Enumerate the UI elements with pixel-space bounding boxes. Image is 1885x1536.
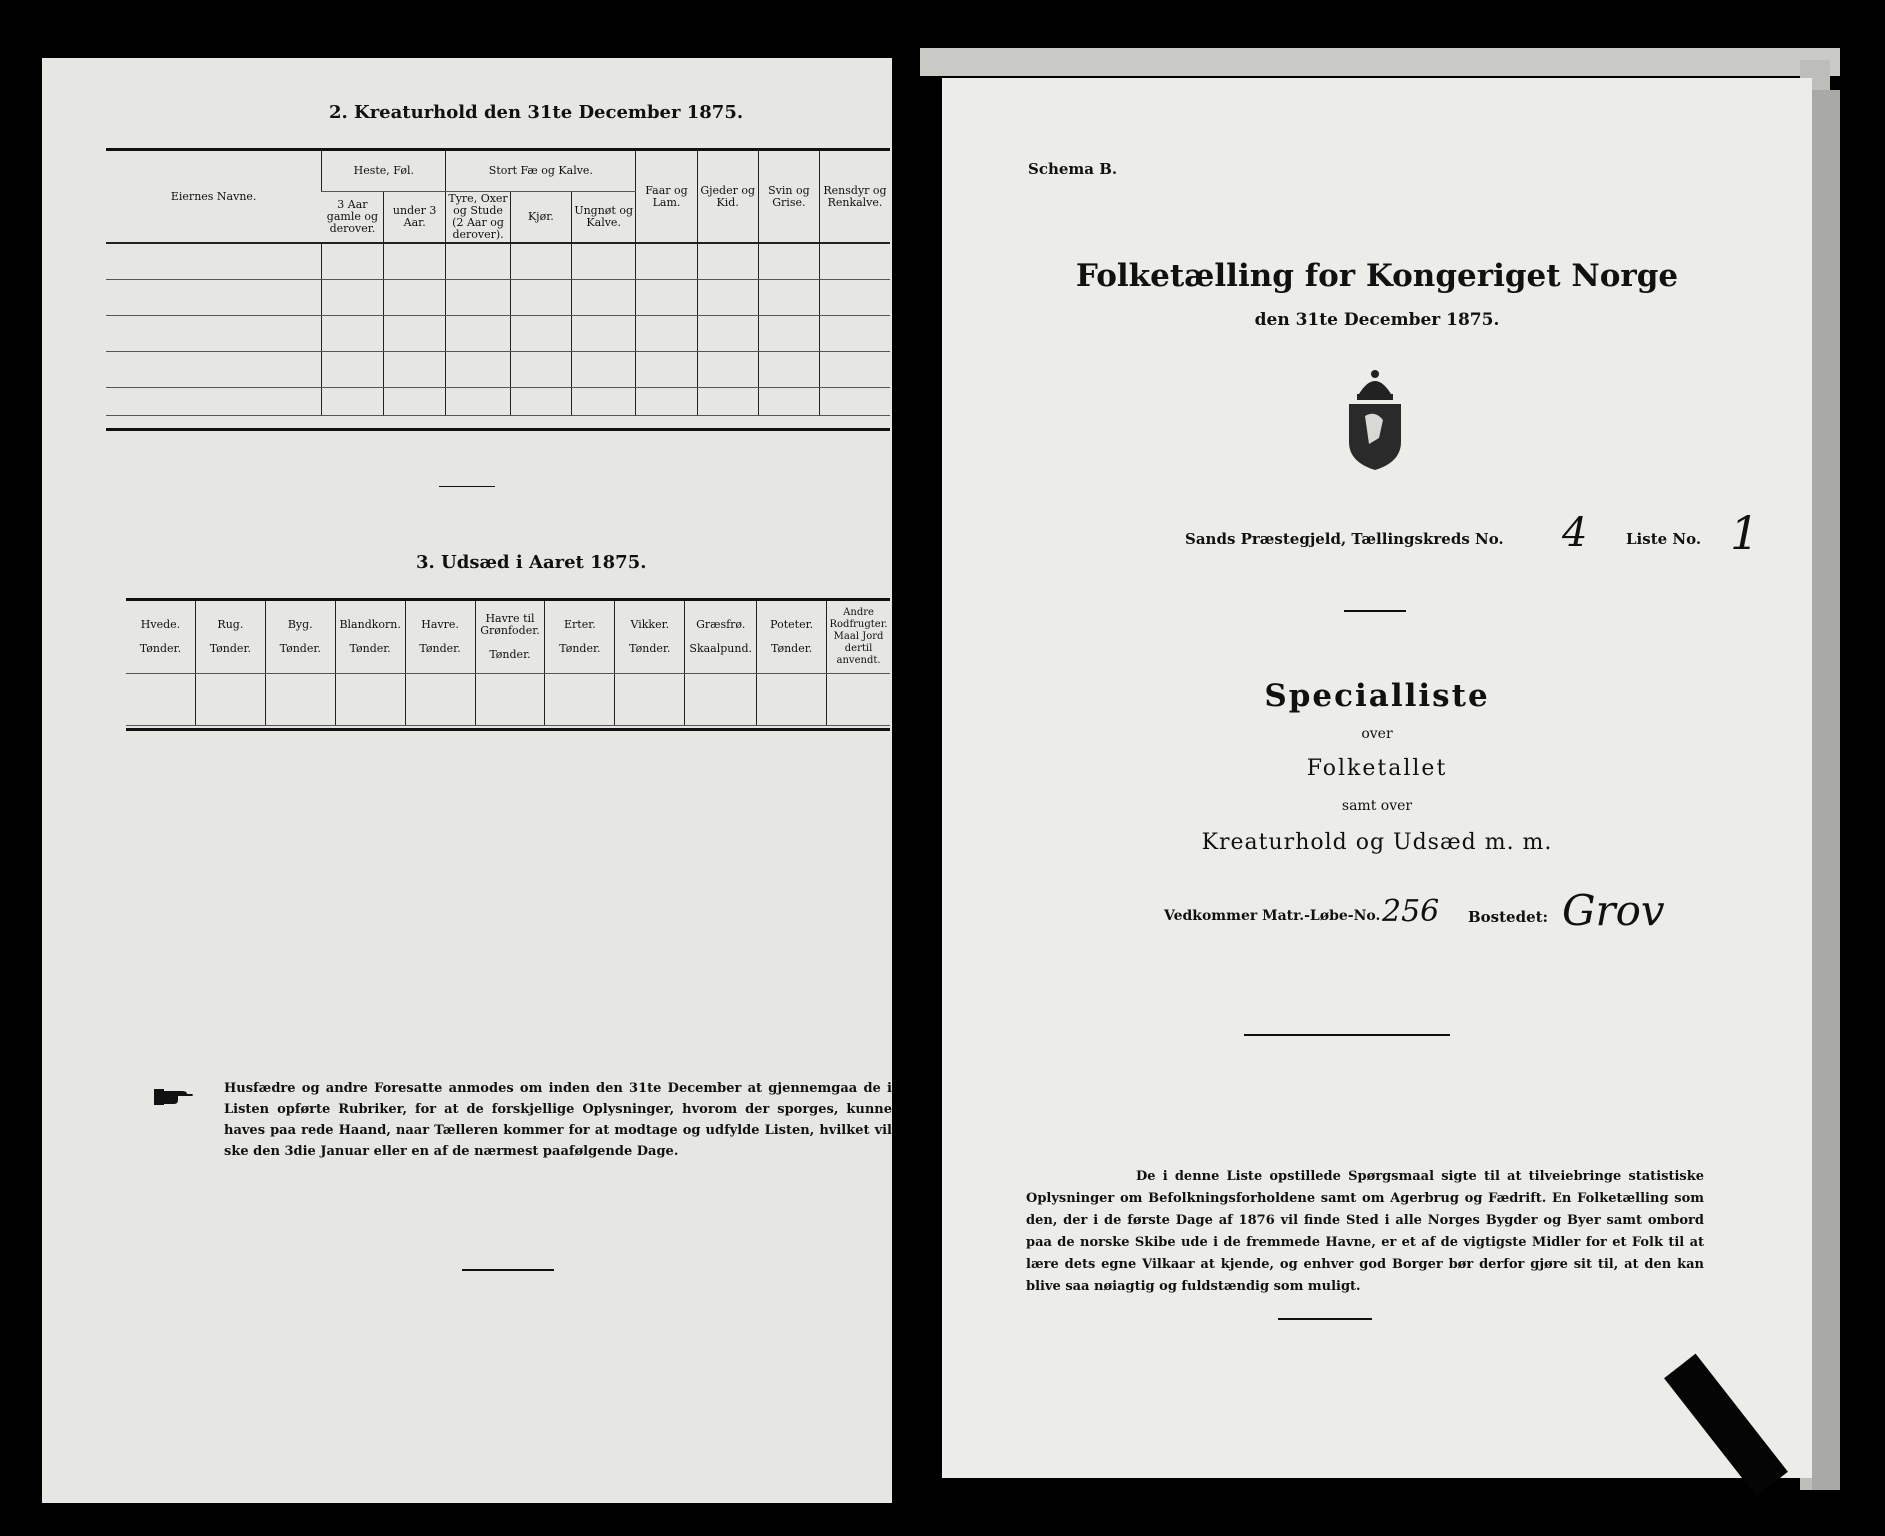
section2-heading: 2. Kreaturhold den 31te December 1875. [329, 102, 744, 123]
seed-table [126, 601, 890, 726]
divider [1244, 1034, 1450, 1036]
seed-col-6: Erter. Tønder. [545, 601, 615, 673]
left-page [42, 58, 892, 1503]
horse-old-header: 3 Aar gamle og derover. [322, 191, 384, 243]
section3-heading: 3. Udsæd i Aaret 1875. [416, 552, 647, 573]
seed-col-3: Blandkorn. Tønder. [335, 601, 405, 673]
seed-col-7: Vikker. Tønder. [615, 601, 685, 673]
divider [462, 1269, 554, 1271]
page-edge [1812, 90, 1840, 1490]
matr-label: Vedkommer Matr.-Løbe-No. [1164, 908, 1381, 924]
samt-over-label: samt over [1341, 798, 1413, 814]
body-text: De i denne Liste opstillede Spørgsmaal sigte til at tilveiebringe statistiske Oplysninger om Befolkningsforholdene samt om Agerbrug og Fædrift. En Folketælling som den, der i de første Dage af 1876 vil finde Sted i alle Norges Bygder og Byer samt ombord paa de norske Skibe ude i de fremmede Havne, er et af de vigtigste Midler for et Folk til at lære dets egne Vilkaar at kjende, og enhver god Borger bør derfor gjøre sit til, at den kan blive saa nøiagtig og fuldstændig som muligt. [1026, 1169, 1704, 1294]
page-title: Folketælling for Kongeriget Norge [1075, 258, 1679, 294]
divider [439, 486, 495, 487]
matr-number: 256 [1382, 894, 1440, 929]
table-row [106, 315, 890, 351]
reindeer-column-header: Rensdyr og Renkalve. [819, 151, 890, 243]
specialliste-heading: Specialliste [1264, 678, 1490, 714]
table-row [106, 387, 890, 415]
page-subtitle: den 31te December 1875. [1254, 310, 1500, 330]
owner-column-header: Eiernes Navne. [106, 151, 322, 243]
divider [1344, 610, 1406, 612]
seed-col-0: Hvede. Tønder. [126, 601, 195, 673]
seed-col-8: Græsfrø. Skaalpund. [685, 601, 757, 673]
over-label: over [1361, 726, 1393, 742]
cows-header: Kjør. [510, 191, 571, 243]
bosted-label: Bostedet: [1468, 908, 1549, 926]
schema-label: Schema B. [1028, 160, 1118, 178]
bosted-value: Grov [1562, 886, 1665, 935]
young-cattle-header: Ungnøt og Kalve. [571, 191, 635, 243]
bulls-header: Tyre, Oxer og Stude (2 Aar og derover). [446, 191, 510, 243]
seed-col-9: Poteter. Tønder. [757, 601, 827, 673]
list-label: Liste No. [1626, 530, 1702, 548]
right-page [942, 78, 1812, 1478]
folketallet-label: Folketallet [1306, 756, 1448, 781]
sheep-column-header: Faar og Lam. [636, 151, 697, 243]
seed-table-bottom-rule [126, 728, 890, 731]
district-number: 4 [1562, 510, 1588, 556]
list-number: 1 [1730, 506, 1760, 560]
cattle-group-header: Stort Fæ og Kalve. [446, 151, 636, 191]
parish-label: Sands Præstegjeld, Tællingskreds No. [1185, 530, 1504, 548]
kreaturhold-label: Kreaturhold og Udsæd m. m. [1201, 830, 1553, 855]
livestock-table [106, 151, 890, 416]
table-row [106, 243, 890, 279]
table-row [126, 673, 890, 725]
divider [1278, 1318, 1372, 1320]
table-row [106, 279, 890, 315]
notice-text: Husfædre og andre Foresatte anmodes om inden den 31te December at gjennemgaa de i Listen opførte Rubriker, for at de forskjellige Oplysninger, hvorom der sporges, kunne haves paa rede Haand, naar Tælleren kommer for at modtage og udfylde Listen, hvilket vil ske den 3die Januar eller en af de nærmest paafølgende Dage. [224, 1081, 892, 1159]
seed-col-10: Andre Rodfrugter. Maal Jord dertil anvendt. [827, 601, 890, 673]
seed-col-1: Rug. Tønder. [195, 601, 265, 673]
pointing-hand-icon [154, 1086, 194, 1108]
pigs-column-header: Svin og Grise. [758, 151, 819, 243]
seed-col-4: Havre. Tønder. [405, 601, 475, 673]
coat-of-arms-icon [1339, 364, 1411, 472]
goats-column-header: Gjeder og Kid. [697, 151, 758, 243]
table-row [106, 351, 890, 387]
seed-col-2: Byg. Tønder. [265, 601, 335, 673]
table-bottom-rule [106, 428, 890, 431]
page-edge [920, 48, 1840, 76]
seed-col-5: Havre til Grønfoder. Tønder. [475, 601, 545, 673]
horse-young-header: under 3 Aar. [384, 191, 446, 243]
horses-group-header: Heste, Føl. [322, 151, 446, 191]
